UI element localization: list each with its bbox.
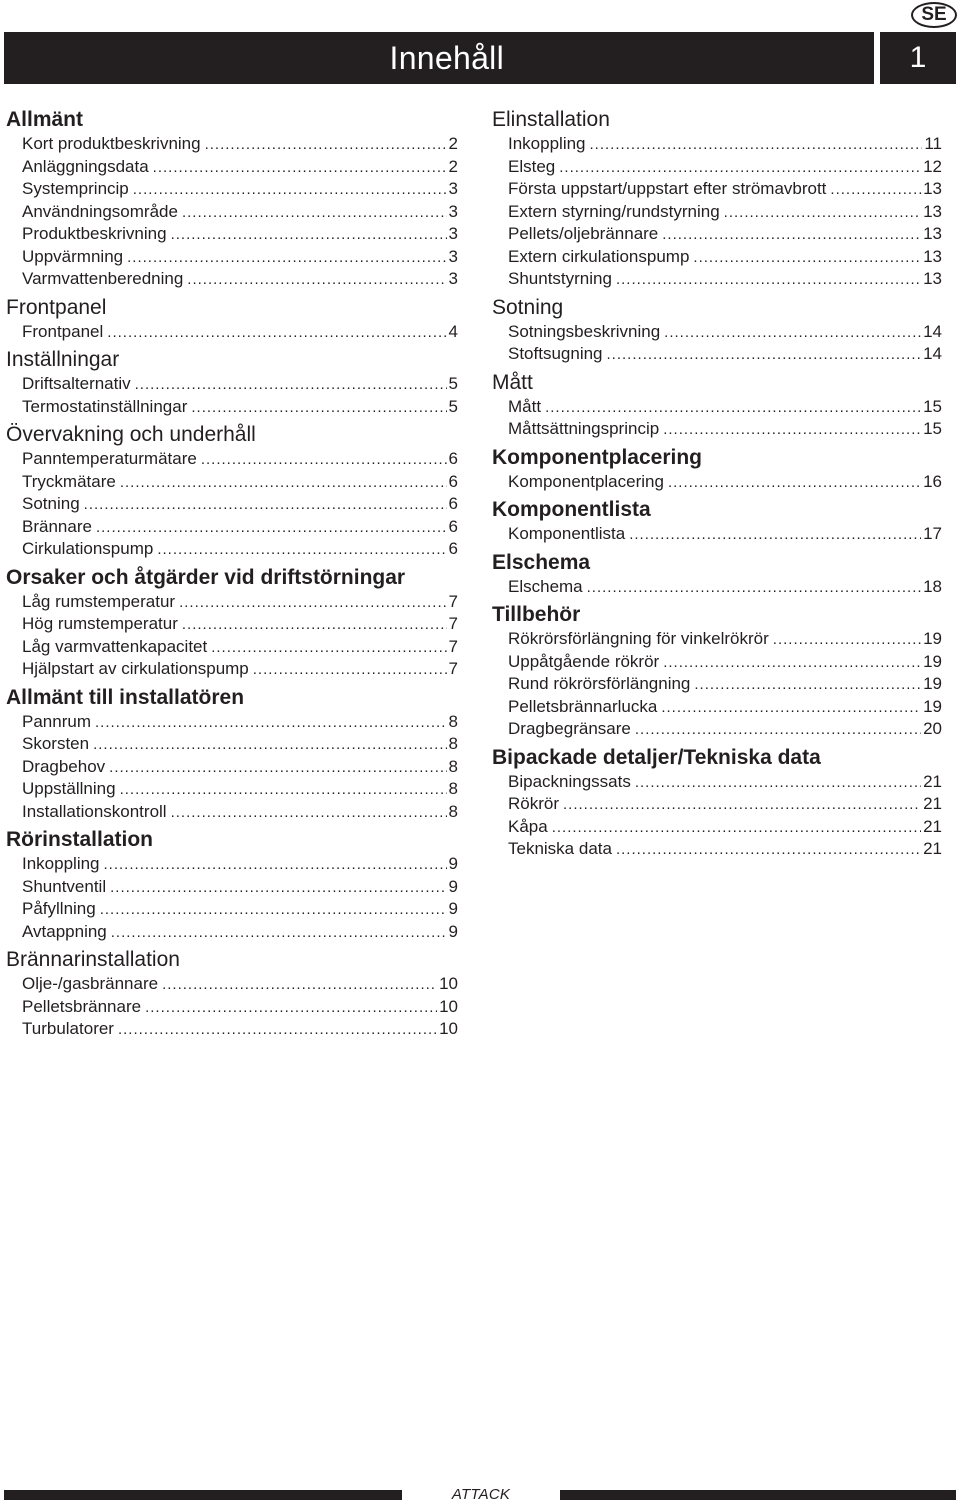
toc-dot-leader bbox=[118, 1019, 437, 1042]
toc-dot-leader bbox=[607, 344, 922, 367]
toc-section-title: Orsaker och åtgärder vid driftstörningar bbox=[6, 565, 406, 589]
toc-entry-page: 21 bbox=[923, 839, 942, 858]
toc-entry-list bbox=[6, 373, 458, 418]
toc-entry-label: Varmvattenberedning bbox=[22, 269, 184, 288]
toc-entry-page: 7 bbox=[448, 591, 458, 611]
footer-bar-right bbox=[560, 1490, 956, 1500]
toc-entry-label: Cirkulationspump bbox=[22, 539, 154, 558]
toc-entry-label: Termostatinställningar bbox=[22, 396, 188, 416]
toc-entry-label: Användningsområde bbox=[22, 201, 178, 221]
toc-section-title: Sotning bbox=[492, 295, 564, 319]
toc-entry-page: 3 bbox=[448, 224, 458, 243]
toc-section-title: Mått bbox=[492, 370, 533, 394]
toc-entry-label: Uppställning bbox=[22, 779, 116, 798]
toc-entry-page: 17 bbox=[923, 524, 942, 543]
toc-entry-label: Anläggningsdata bbox=[22, 156, 149, 176]
toc-entry[interactable] bbox=[492, 321, 942, 344]
toc-entry[interactable] bbox=[6, 778, 458, 801]
toc-entry[interactable] bbox=[492, 576, 942, 599]
toc-entry-list bbox=[6, 591, 458, 681]
toc-section-title: Tillbehör bbox=[492, 603, 581, 626]
toc-entry-label: Turbulatorer bbox=[22, 1019, 114, 1038]
toc-entry[interactable] bbox=[6, 973, 458, 996]
toc-entry-page: 6 bbox=[448, 539, 458, 558]
toc-entry-label: Installationskontroll bbox=[22, 801, 167, 821]
toc-section-title: Rörinstallation bbox=[6, 828, 154, 851]
toc-entry[interactable] bbox=[6, 658, 458, 681]
toc-section-title: Allmänt till installatören bbox=[6, 685, 245, 709]
toc-dot-leader bbox=[661, 697, 921, 720]
toc-entry-label: Elschema bbox=[508, 576, 583, 596]
toc-entry[interactable] bbox=[492, 133, 942, 156]
toc-entry-label: Frontpanel bbox=[22, 321, 104, 341]
toc-section-orsaker-och-atgarder-vid-driftstorningar bbox=[6, 566, 458, 681]
toc-section-elschema bbox=[492, 551, 942, 599]
toc-entry-page: 21 bbox=[923, 794, 942, 813]
toc-dot-leader bbox=[110, 877, 446, 900]
toc-entry-page: 10 bbox=[439, 1019, 458, 1038]
toc-entry-page: 3 bbox=[448, 201, 458, 221]
toc-section-title: Elschema bbox=[492, 550, 591, 574]
toc-entry-page: 8 bbox=[448, 756, 458, 776]
toc-entry[interactable] bbox=[6, 733, 458, 756]
toc-section-overvakning-och-underhall bbox=[6, 423, 458, 561]
toc-dot-leader bbox=[773, 629, 921, 652]
toc-dot-leader bbox=[616, 839, 921, 862]
toc-section-elinstallation bbox=[492, 108, 942, 291]
toc-entry-page: 8 bbox=[448, 711, 458, 731]
toc-dot-leader bbox=[635, 772, 921, 795]
toc-entry-page: 19 bbox=[923, 674, 942, 693]
toc-section-title: Komponentlista bbox=[492, 498, 651, 521]
toc-dot-leader bbox=[253, 659, 447, 682]
toc-section-allmant bbox=[6, 108, 458, 291]
toc-entry-page: 10 bbox=[439, 996, 458, 1016]
toc-entry-label: Olje-/gasbrännare bbox=[22, 974, 159, 993]
toc-entry-label: Komponentplacering bbox=[508, 471, 664, 491]
toc-dot-leader bbox=[664, 322, 921, 345]
toc-right-column bbox=[492, 108, 942, 861]
toc-entry-list bbox=[492, 321, 942, 366]
toc-entry-label: Uppåtgående rökrör bbox=[508, 651, 660, 671]
toc-dot-leader bbox=[693, 247, 921, 270]
toc-entry[interactable] bbox=[6, 448, 458, 471]
toc-entry[interactable] bbox=[492, 838, 942, 861]
toc-entry-page: 5 bbox=[448, 396, 458, 416]
footer-brand: ATTACK bbox=[451, 1486, 511, 1503]
toc-entry-page: 5 bbox=[448, 374, 458, 393]
toc-dot-leader bbox=[120, 779, 447, 802]
toc-entry-page: 13 bbox=[923, 269, 942, 288]
toc-entry-page: 9 bbox=[448, 876, 458, 896]
toc-entry-label: Låg varmvattenkapacitet bbox=[22, 636, 208, 656]
toc-entry[interactable] bbox=[492, 718, 942, 741]
toc-dot-leader bbox=[552, 817, 921, 840]
toc-entry-list bbox=[492, 396, 942, 441]
toc-entry[interactable] bbox=[6, 201, 458, 224]
toc-entry-list bbox=[6, 321, 458, 344]
toc-entry-list bbox=[6, 133, 458, 291]
toc-dot-leader bbox=[587, 577, 921, 600]
toc-dot-leader bbox=[182, 202, 447, 225]
toc-entry-label: Rund rökrörsförlängning bbox=[508, 674, 691, 693]
toc-entry-page: 9 bbox=[448, 921, 458, 941]
toc-section-title: Frontpanel bbox=[6, 295, 107, 319]
toc-entry-page: 19 bbox=[923, 696, 942, 716]
toc-entry-list bbox=[492, 133, 942, 291]
toc-entry[interactable] bbox=[6, 1018, 458, 1041]
toc-dot-leader bbox=[100, 899, 447, 922]
toc-entry-page: 11 bbox=[924, 134, 942, 153]
page-number: 1 bbox=[880, 32, 956, 84]
toc-entry-label: Uppvärmning bbox=[22, 246, 124, 266]
language-badge: SE bbox=[911, 2, 957, 28]
toc-entry[interactable] bbox=[6, 178, 458, 201]
toc-entry-label: Tekniska data bbox=[508, 839, 612, 858]
toc-section-brannarinstallation bbox=[6, 948, 458, 1041]
toc-entry-page: 9 bbox=[448, 854, 458, 873]
toc-dot-leader bbox=[111, 922, 447, 945]
toc-entry[interactable] bbox=[6, 591, 458, 614]
toc-dot-leader bbox=[187, 269, 446, 292]
toc-entry[interactable] bbox=[492, 471, 942, 494]
toc-dot-leader bbox=[590, 134, 923, 157]
toc-entry-list bbox=[6, 711, 458, 824]
toc-entry[interactable] bbox=[6, 636, 458, 659]
toc-entry[interactable] bbox=[6, 396, 458, 419]
toc-entry[interactable] bbox=[6, 223, 458, 246]
toc-section-title: Komponentplacering bbox=[492, 445, 703, 469]
toc-section-title: Övervakning och underhåll bbox=[6, 423, 256, 446]
toc-dot-leader bbox=[133, 179, 447, 202]
toc-entry-label: Inkoppling bbox=[22, 854, 100, 873]
toc-left-column bbox=[6, 108, 458, 1041]
toc-section-title: Inställningar bbox=[6, 348, 120, 371]
toc-entry-label: Brännare bbox=[22, 516, 92, 536]
toc-entry[interactable] bbox=[6, 156, 458, 179]
toc-entry-label: Produktbeskrivning bbox=[22, 224, 167, 243]
toc-entry[interactable] bbox=[492, 246, 942, 269]
toc-dot-leader bbox=[830, 179, 921, 202]
toc-entry-label: Bipackningssats bbox=[508, 771, 631, 791]
toc-entry[interactable] bbox=[6, 516, 458, 539]
toc-entry-label: Komponentlista bbox=[508, 524, 626, 543]
toc-entry-label: Rökrör bbox=[508, 794, 560, 813]
toc-entry-label: Kåpa bbox=[508, 816, 548, 836]
toc-entry-page: 14 bbox=[923, 321, 942, 341]
toc-entry[interactable] bbox=[492, 793, 942, 816]
toc-entry[interactable] bbox=[492, 396, 942, 419]
toc-dot-leader bbox=[171, 224, 447, 247]
toc-entry-page: 20 bbox=[923, 719, 942, 738]
toc-entry-list bbox=[492, 523, 942, 546]
toc-dot-leader bbox=[201, 449, 447, 472]
toc-dot-leader bbox=[694, 674, 921, 697]
toc-entry-label: Panntemperaturmätare bbox=[22, 449, 197, 468]
toc-entry-label: Shuntventil bbox=[22, 876, 107, 896]
toc-entry-page: 6 bbox=[448, 471, 458, 491]
toc-dot-leader bbox=[96, 517, 447, 540]
toc-entry-page: 4 bbox=[448, 321, 458, 341]
toc-entry-label: Kort produktbeskrivning bbox=[22, 134, 201, 153]
toc-dot-leader bbox=[120, 472, 447, 495]
toc-dot-leader bbox=[182, 614, 447, 637]
toc-dot-leader bbox=[211, 637, 446, 660]
toc-dot-leader bbox=[663, 652, 921, 675]
toc-section-title: Elinstallation bbox=[492, 108, 610, 131]
toc-section-komponentlista bbox=[492, 498, 942, 546]
toc-entry-page: 21 bbox=[923, 771, 942, 791]
toc-dot-leader bbox=[668, 472, 921, 495]
toc-entry-label: Shuntstyrning bbox=[508, 269, 612, 288]
toc-entry-page: 8 bbox=[448, 734, 458, 753]
toc-entry-label: Extern styrning/rundstyrning bbox=[508, 201, 720, 221]
toc-section-komponentplacering bbox=[492, 446, 942, 494]
toc-entry-page: 9 bbox=[448, 899, 458, 918]
toc-entry-page: 8 bbox=[448, 801, 458, 821]
toc-entry[interactable] bbox=[492, 816, 942, 839]
toc-entry-label: Måttsättningsprincip bbox=[508, 419, 660, 438]
toc-dot-leader bbox=[157, 539, 446, 562]
toc-entry[interactable] bbox=[6, 246, 458, 269]
toc-entry-page: 7 bbox=[448, 614, 458, 633]
toc-entry-page: 19 bbox=[923, 629, 942, 648]
toc-entry-page: 7 bbox=[448, 659, 458, 678]
toc-entry-page: 3 bbox=[448, 179, 458, 198]
toc-entry[interactable] bbox=[492, 201, 942, 224]
toc-entry-page: 7 bbox=[448, 636, 458, 656]
toc-entry[interactable] bbox=[492, 268, 942, 291]
toc-entry-page: 6 bbox=[448, 449, 458, 468]
toc-entry-page: 13 bbox=[923, 224, 942, 243]
toc-section-sotning bbox=[492, 296, 942, 366]
toc-section-title: Bipackade detaljer/Tekniska data bbox=[492, 745, 821, 769]
toc-entry-page: 3 bbox=[448, 246, 458, 266]
toc-entry[interactable] bbox=[6, 711, 458, 734]
toc-entry-page: 16 bbox=[923, 471, 942, 491]
toc-dot-leader bbox=[724, 202, 921, 225]
toc-entry[interactable] bbox=[6, 493, 458, 516]
toc-entry-label: Elsteg bbox=[508, 156, 556, 176]
toc-entry-page: 15 bbox=[923, 396, 942, 416]
toc-entry[interactable] bbox=[492, 771, 942, 794]
page-title: Innehåll bbox=[389, 40, 504, 76]
toc-section-title: Allmänt bbox=[6, 108, 84, 131]
toc-entry-page: 6 bbox=[448, 494, 458, 513]
toc-entry-page: 12 bbox=[923, 156, 942, 176]
toc-dot-leader bbox=[95, 712, 447, 735]
toc-entry-page: 19 bbox=[923, 651, 942, 671]
toc-entry[interactable] bbox=[492, 673, 942, 696]
toc-entry[interactable] bbox=[6, 268, 458, 291]
toc-entry[interactable] bbox=[492, 696, 942, 719]
toc-dot-leader bbox=[107, 322, 446, 345]
toc-entry-page: 13 bbox=[923, 246, 942, 266]
toc-entry-label: Påfyllning bbox=[22, 899, 96, 918]
toc-section-allmant-till-installatoren bbox=[6, 686, 458, 824]
toc-dot-leader bbox=[109, 757, 446, 780]
toc-entry-page: 15 bbox=[923, 419, 942, 438]
toc-entry-list bbox=[6, 853, 458, 943]
toc-entry-page: 21 bbox=[923, 816, 942, 836]
toc-entry-list bbox=[6, 448, 458, 561]
toc-section-frontpanel bbox=[6, 296, 458, 344]
toc-entry[interactable] bbox=[6, 613, 458, 636]
toc-entry[interactable] bbox=[492, 343, 942, 366]
toc-entry[interactable] bbox=[492, 651, 942, 674]
toc-section-matt bbox=[492, 371, 942, 441]
toc-entry[interactable] bbox=[6, 921, 458, 944]
toc-dot-leader bbox=[127, 247, 446, 270]
toc-entry-page: 13 bbox=[923, 179, 942, 198]
toc-entry-label: Hög rumstemperatur bbox=[22, 614, 178, 633]
toc-entry[interactable] bbox=[492, 156, 942, 179]
toc-entry-page: 2 bbox=[448, 156, 458, 176]
toc-entry[interactable] bbox=[492, 523, 942, 546]
toc-entry[interactable] bbox=[6, 373, 458, 396]
toc-entry-label: Pelletsbrännarlucka bbox=[508, 696, 658, 716]
toc-dot-leader bbox=[93, 734, 446, 757]
toc-entry-label: Första uppstart/uppstart efter strömavbrott bbox=[508, 179, 827, 198]
toc-dot-leader bbox=[545, 397, 921, 420]
toc-section-installningar bbox=[6, 348, 458, 418]
toc-entry[interactable] bbox=[492, 223, 942, 246]
toc-entry[interactable] bbox=[6, 756, 458, 779]
toc-entry-list bbox=[492, 628, 942, 741]
footer-bar-left bbox=[4, 1490, 402, 1500]
toc-entry-label: Pellets/oljebrännare bbox=[508, 224, 659, 243]
toc-entry-page: 8 bbox=[448, 779, 458, 798]
toc-entry-label: Låg rumstemperatur bbox=[22, 591, 176, 611]
toc-entry[interactable] bbox=[6, 853, 458, 876]
toc-entry-list bbox=[492, 471, 942, 494]
toc-dot-leader bbox=[153, 157, 447, 180]
toc-dot-leader bbox=[662, 224, 921, 247]
toc-entry[interactable] bbox=[6, 898, 458, 921]
toc-entry[interactable] bbox=[492, 418, 942, 441]
toc-entry-label: Tryckmätare bbox=[22, 471, 116, 491]
toc-entry-page: 10 bbox=[439, 974, 458, 993]
toc-entry-page: 3 bbox=[448, 269, 458, 288]
toc-entry-list bbox=[492, 576, 942, 599]
toc-entry-list bbox=[492, 771, 942, 861]
toc-entry-label: Skorsten bbox=[22, 734, 90, 753]
toc-dot-leader bbox=[135, 374, 447, 397]
toc-section-title: Brännarinstallation bbox=[6, 948, 180, 971]
toc-dot-leader bbox=[629, 524, 921, 547]
toc-entry-label: Dragbehov bbox=[22, 756, 106, 776]
toc-entry[interactable] bbox=[6, 133, 458, 156]
toc-entry-page: 6 bbox=[448, 516, 458, 536]
toc-dot-leader bbox=[162, 974, 437, 997]
toc-entry[interactable] bbox=[6, 471, 458, 494]
toc-entry-label: Rökrörsförlängning för vinkelrökrör bbox=[508, 629, 769, 648]
toc-section-tillbehor bbox=[492, 603, 942, 741]
toc-entry[interactable] bbox=[6, 538, 458, 561]
toc-entry-page: 18 bbox=[923, 576, 942, 596]
toc-dot-leader bbox=[104, 854, 447, 877]
toc-entry-label: Pannrum bbox=[22, 711, 91, 731]
toc-section-bipackade-detaljer-tekniska-data bbox=[492, 746, 942, 861]
toc-entry-label: Stoftsugning bbox=[508, 344, 603, 363]
toc-dot-leader bbox=[171, 802, 447, 825]
toc-dot-leader bbox=[191, 397, 446, 420]
toc-entry[interactable] bbox=[6, 801, 458, 824]
toc-entry-label: Mått bbox=[508, 396, 542, 416]
toc-entry-label: Dragbegränsare bbox=[508, 719, 631, 738]
toc-entry-list bbox=[6, 973, 458, 1041]
toc-entry-page: 2 bbox=[448, 134, 458, 153]
toc-entry-label: Pelletsbrännare bbox=[22, 996, 142, 1016]
toc-entry[interactable] bbox=[6, 876, 458, 899]
toc-dot-leader bbox=[663, 419, 921, 442]
toc-entry[interactable] bbox=[492, 178, 942, 201]
toc-entry-label: Extern cirkulationspump bbox=[508, 246, 690, 266]
toc-entry[interactable] bbox=[492, 628, 942, 651]
toc-entry-page: 14 bbox=[923, 344, 942, 363]
toc-entry-page: 13 bbox=[923, 201, 942, 221]
toc-dot-leader bbox=[179, 592, 446, 615]
toc-entry-label: Systemprincip bbox=[22, 179, 129, 198]
toc-entry[interactable] bbox=[6, 996, 458, 1019]
toc-dot-leader bbox=[563, 794, 921, 817]
toc-section-rorinstallation bbox=[6, 828, 458, 943]
header-bar bbox=[4, 32, 874, 84]
toc-dot-leader bbox=[84, 494, 447, 517]
toc-entry-label: Avtappning bbox=[22, 921, 107, 941]
toc-dot-leader bbox=[205, 134, 447, 157]
toc-dot-leader bbox=[145, 997, 437, 1020]
toc-entry-label: Driftsalternativ bbox=[22, 374, 131, 393]
toc-entry-label: Inkoppling bbox=[508, 134, 586, 153]
toc-entry-label: Hjälpstart av cirkulationspump bbox=[22, 659, 249, 678]
toc-dot-leader bbox=[559, 157, 921, 180]
toc-entry[interactable] bbox=[6, 321, 458, 344]
toc-entry-label: Sotning bbox=[22, 494, 80, 513]
toc-dot-leader bbox=[635, 719, 921, 742]
toc-entry-label: Sotningsbeskrivning bbox=[508, 321, 661, 341]
toc-dot-leader bbox=[616, 269, 921, 292]
